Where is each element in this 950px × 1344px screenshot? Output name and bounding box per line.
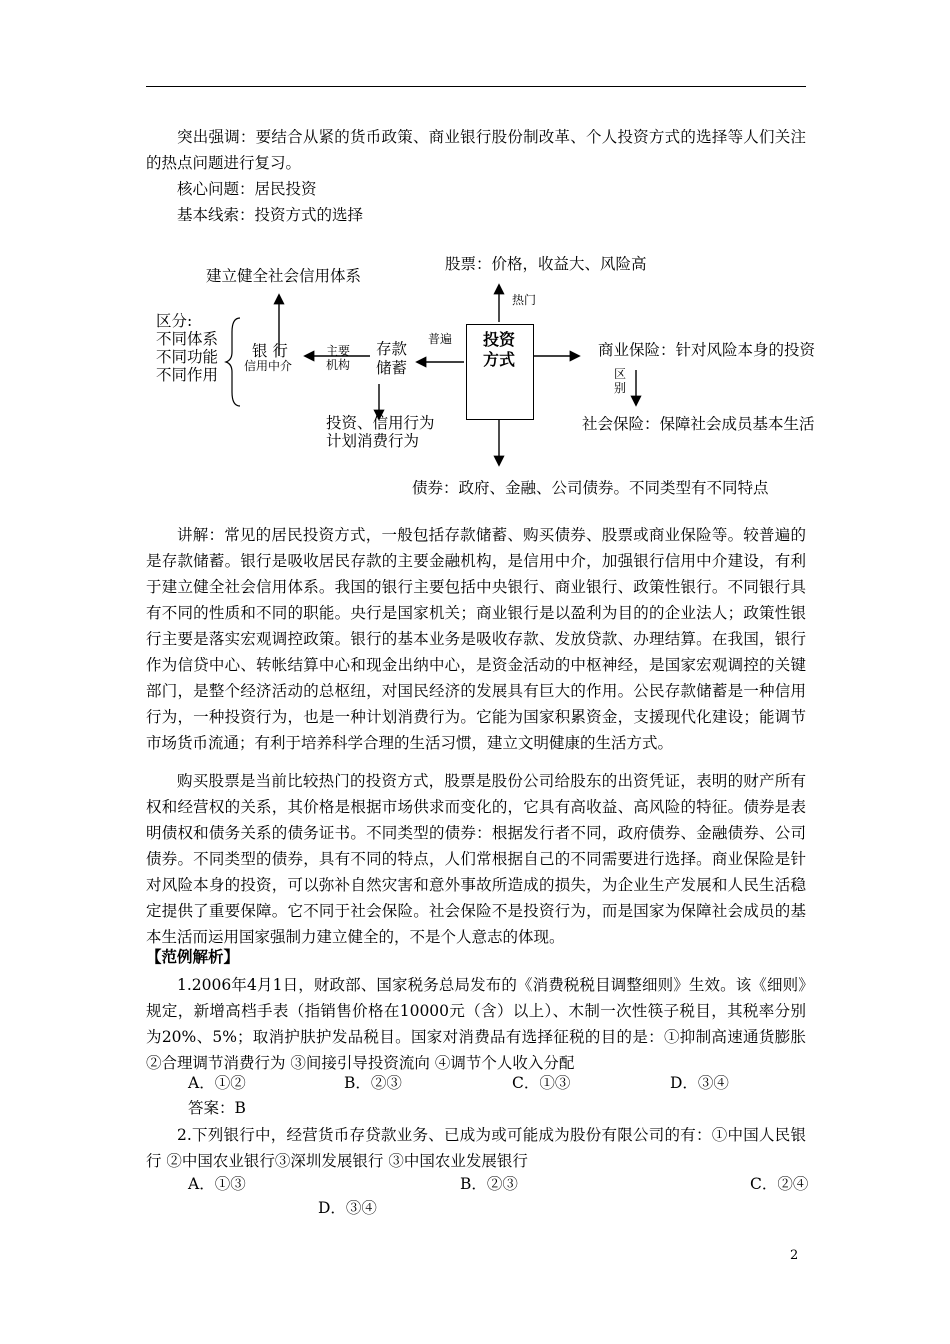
deposit-nature-label: 投资、信用行为 计划消费行为 (326, 414, 435, 450)
explain-paragraph-2: 购买股票是当前比较热门的投资方式，股票是股份公司给股东的出资凭证，表明的财产所有权和经营权的关系，其价格是根据市场供求而变化的，它具有高收益、高风险的特征。债券是表明债权和债务关系的债务证书。不同类型的债券：根据发行者不同，政府债券、金融债券、公司债券。不同类型的债券，具有不同的特点，人们常根据自己的不同需要进行选择。商业保险是针对风险本身的投资，可以弥补自然灾害和意外事故所造成的损失，为企业生产发展和人民生活稳定提供了重要保障。它不同于社会保险。社会保险不是投资行为，而是国家为保障社会成员的基本生活而运用国家强制力建立健全的，不是个人意志的体现。 (146, 772, 806, 946)
credit-intermediary-label: 信用中介 (244, 359, 293, 373)
explain-paragraph-1: 讲解：常见的居民投资方式，一般包括存款储蓄、购买债券、股票或商业保险等。较普遍的是存款储蓄。银行是吸收居民存款的主要金融机构，是信用中介，加强银行信用中介建设，有利于建立健全社会信用体系。我国的银行主要包括中央银行、商业银行、政策性银行。不同银行具有不同的性质和不同的职能。央行是国家机关；商业银行是以盈利为目的的企业法人；政策性银行主要是落实宏观调控政策。银行的基本业务是吸收存款、发放贷款、办理结算。在我国，银行作为信贷中心、转帐结算中心和现金出纳中心，是资金活动的中枢神经，是国家宏观调控的关键部门，是整个经济活动的总枢纽，对国民经济的发展具有巨大的作用。公民存款储蓄是一种信用行为，一种投资行为，也是一种计划消费行为。它能为国家积累资金，支援现代化建设；能调节市场货币流通；有利于培养科学合理的生活习惯，建立文明健康的生活方式。 (146, 526, 806, 752)
q2-option-d: D．③④ (318, 1199, 377, 1217)
hot-label: 热门 (512, 293, 537, 307)
question-1: 1.2006年4月1日，财政部、国家税务总局发布的《消费税税目调整细则》生效。该《细则》规定，新增高档手表（指销售价格在10000元（含）以上）、木制一次性筷子税目，其税率分别为20%、5%；取消护肤护发品税目。国家对消费品有选择征税的目的是：①抑制高速通货膨胀 ②合理调节消费行为 ③间接引导投资流向 ④调节个人收入分配 (146, 976, 806, 1072)
header-rule (146, 86, 806, 87)
q1-answer: 答案：B (188, 1099, 246, 1117)
stocks-label: 股票：价格，收益大、风险高 (445, 255, 647, 273)
question-2: 2.下列银行中，经营货币存贷款业务、已成为或可能成为股份有限公司的有：①中国人民银行 ②中国农业银行③深圳发展银行 ③中国农业发展银行 (146, 1126, 806, 1170)
social-insurance-label: 社会保险：保障社会成员基本生活 (582, 415, 815, 433)
credit-system-label: 建立健全社会信用体系 (206, 267, 362, 285)
emphasis-paragraph: 突出强调：要结合从紧的货币政策、商业银行股份制改革、个人投资方式的选择等人们关注的热点问题进行复习。 (146, 128, 806, 172)
main-org-label: 主要 机构 (326, 344, 351, 372)
page-number: 2 (790, 1248, 799, 1263)
q2-option-a: A．①③ (188, 1175, 246, 1193)
commercial-insurance-label: 商业保险：针对风险本身的投资 (598, 341, 816, 359)
common-label: 普遍 (428, 332, 453, 346)
examples-heading: 【范例解析】 (146, 947, 240, 966)
q1-option-b: B．②③ (344, 1074, 402, 1092)
q2-option-b: B．②③ (460, 1175, 518, 1193)
q1-option-c: C．①③ (512, 1074, 571, 1092)
difference-label: 区 别 (614, 367, 627, 395)
bonds-label: 债券：政府、金融、公司债券。不同类型有不同特点 (412, 479, 769, 497)
distinguish-list: 区分: 不同体系 不同功能 不同作用 (156, 312, 219, 384)
q2-option-c: C．②④ (750, 1175, 809, 1193)
core-question: 核心问题：居民投资 (177, 180, 317, 198)
q1-option-d: D．③④ (670, 1074, 729, 1092)
bank-label: 银 行 (252, 342, 288, 360)
investment-method-label: 投资 方式 (482, 330, 515, 369)
basic-clue: 基本线索：投资方式的选择 (177, 206, 364, 224)
q1-option-a: A．①② (188, 1074, 246, 1092)
deposit-label: 存款 储蓄 (376, 340, 408, 377)
